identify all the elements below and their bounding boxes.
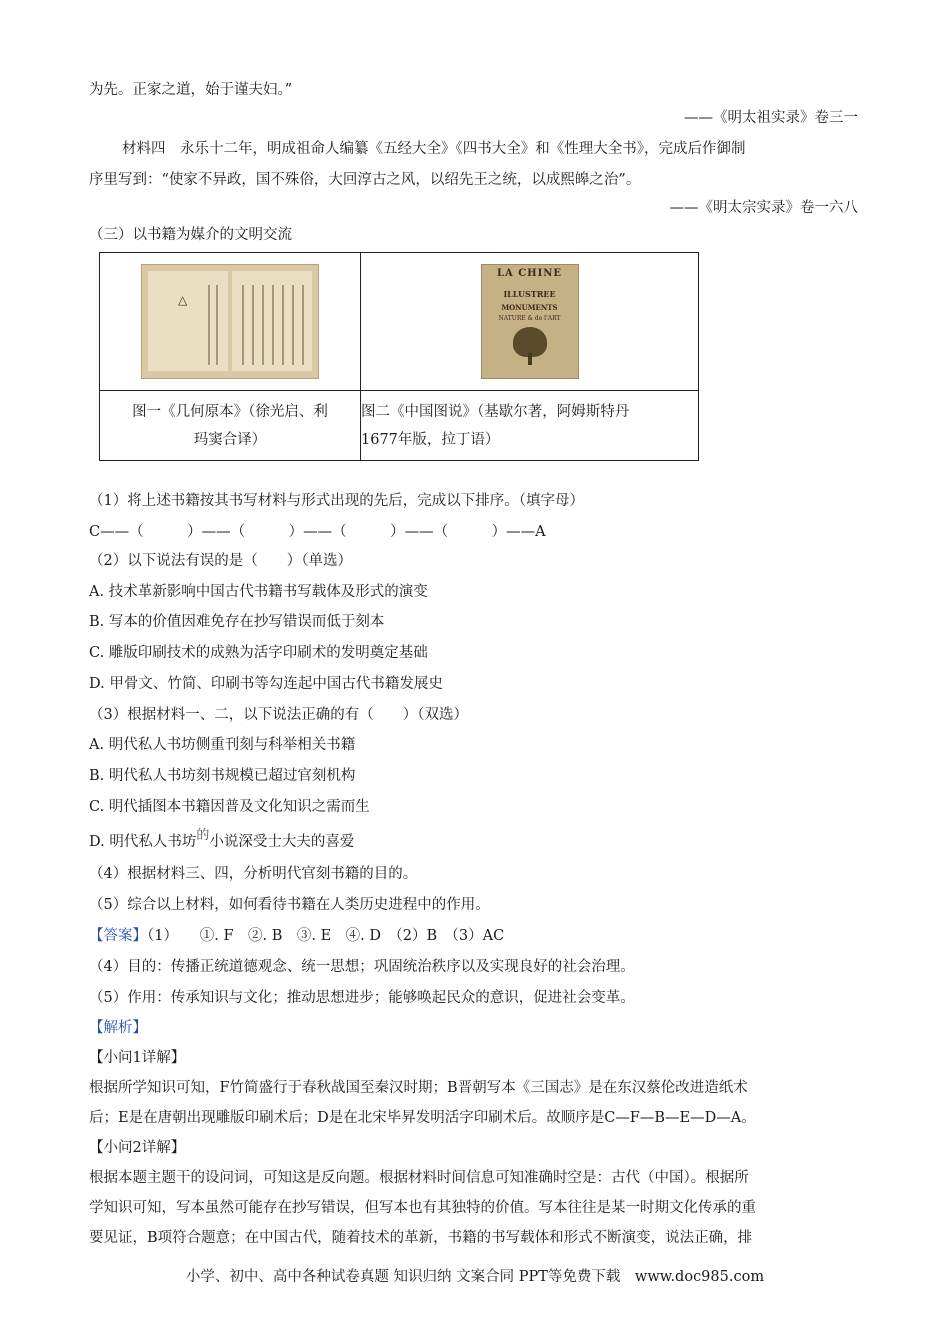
question-3-option-b: B. 明代私人书坊刻书规模已超过官刻机构	[89, 768, 356, 784]
cover-title: LA CHINE	[496, 268, 563, 279]
question-2-option-b: B. 写本的价值因难免存在抄写错误而低于刻本	[89, 614, 385, 630]
footer-banner: 小学、初中、高中各种试卷真题 知识归纳 文案合同 PPT等免费下载 www.doc985.com	[185, 1269, 765, 1285]
question-1-sequence: C——（ ）——（ ）——（ ）——（ ）——A	[89, 524, 546, 540]
question-5: （5）综合以上材料，如何看待书籍在人类历史进程中的作用。	[89, 897, 490, 913]
answer-line3: （5）作用：传承知识与文化；推动思想进步；能够唤起民众的意识，促进社会变革。	[89, 990, 635, 1006]
sub1-line1: 根据所学知识可知，F竹简盛行于春秋战国至秦汉时期；B晋朝写本《三国志》是在东汉蔡伦改进造纸术	[89, 1080, 748, 1096]
question-3-option-c: C. 明代插图本书籍因普及文化知识之需而生	[89, 799, 370, 815]
question-3-option-a: A. 明代私人书坊侧重刊刻与科举相关书籍	[89, 737, 356, 753]
sub2-line3: 要见证，B项符合题意；在中国古代，随着技术的革新，书籍的书写载体和形式不断演变，说法正确，排	[89, 1230, 753, 1246]
image2-cell	[361, 253, 699, 391]
sub2-line1: 根据本题主题干的设问词，可知这是反向题。根据材料时间信息可知准确时空是：古代（中国）。根据所	[89, 1170, 749, 1186]
material4-source: ——《明太宗实录》卷一六八	[669, 200, 858, 216]
sub2-heading: 【小问2详解】	[89, 1140, 186, 1156]
question-3: （3）根据材料一、二，以下说法正确的有（ ）（双选）	[89, 707, 468, 723]
triangle-diagram-icon: △	[178, 293, 188, 307]
material3-quote-end: 为先。正家之道，始于谨夫妇。”	[89, 82, 293, 98]
sub1-heading: 【小问1详解】	[89, 1050, 186, 1066]
question-2-option-c: C. 雕版印刷技术的成熟为活字印刷术的发明奠定基础	[89, 645, 428, 661]
geometry-right-page	[232, 271, 312, 371]
analysis-label: 【解析】	[89, 1020, 147, 1036]
question-2: （2）以下说法有误的是（ ）（单选）	[89, 553, 352, 569]
china-illustrata-cover-image: LA CHINE ILLUSTREE MONUMENTS NATURE & de l'ART	[481, 264, 579, 379]
image1-cell	[100, 253, 361, 391]
image2-caption: 图二《中国图说》（基歇尔著，阿姆斯特丹 1677年版，拉丁语）	[361, 391, 699, 461]
sub1-line2: 后；E是在唐朝出现雕版印刷术后；D是在北宋毕昇发明活字印刷术后。故顺序是C—F—B—E—D—A。	[89, 1110, 756, 1126]
answer-line1: 【答案】（1） ①. F ②. B ③. E ④. D （2）B （3）AC	[89, 928, 505, 944]
material3-source: ——《明太祖实录》卷三一	[684, 110, 858, 126]
geometry-book-image	[141, 264, 319, 379]
answer-label: 【答案】	[89, 928, 147, 944]
answer-line2: （4）目的：传播正统道德观念、统一思想；巩固统治秩序以及实现良好的社会治理。	[89, 959, 635, 975]
material4-line2: 序里写到：“使家不异政，国不殊俗，大回淳古之风，以绍先王之统，以成熙皞之治”。	[89, 172, 641, 188]
image1-caption: 图一《几何原本》（徐光启、利 玛窦合译）	[100, 391, 361, 461]
geometry-left-page	[148, 271, 228, 371]
sub2-line2: 学知识可知，写本虽然可能存在抄写错误，但写本也有其独特的价值。写本往往是某一时期文化传承的重	[89, 1200, 756, 1216]
books-table	[99, 252, 699, 461]
question-1: （1）将上述书籍按其书写材料与形式出现的先后，完成以下排序。（填字母）	[89, 493, 584, 509]
question-2-option-a: A. 技术革新影响中国古代书籍书写载体及形式的演变	[89, 584, 428, 600]
question-4: （4）根据材料三、四，分析明代官刻书籍的目的。	[89, 866, 418, 882]
question-2-option-d: D. 甲骨文、竹简、印刷书等勾连起中国古代书籍发展史	[89, 676, 443, 692]
material4-line1: 材料四 永乐十二年，明成祖命人编纂《五经大全》《四书大全》和《性理大全书》，完成后作御制	[122, 141, 746, 157]
question-3-option-d: D. 明代私人书坊的小说深受士大夫的喜爱	[89, 828, 355, 850]
section3-heading: （三）以书籍为媒介的文明交流	[89, 227, 292, 243]
